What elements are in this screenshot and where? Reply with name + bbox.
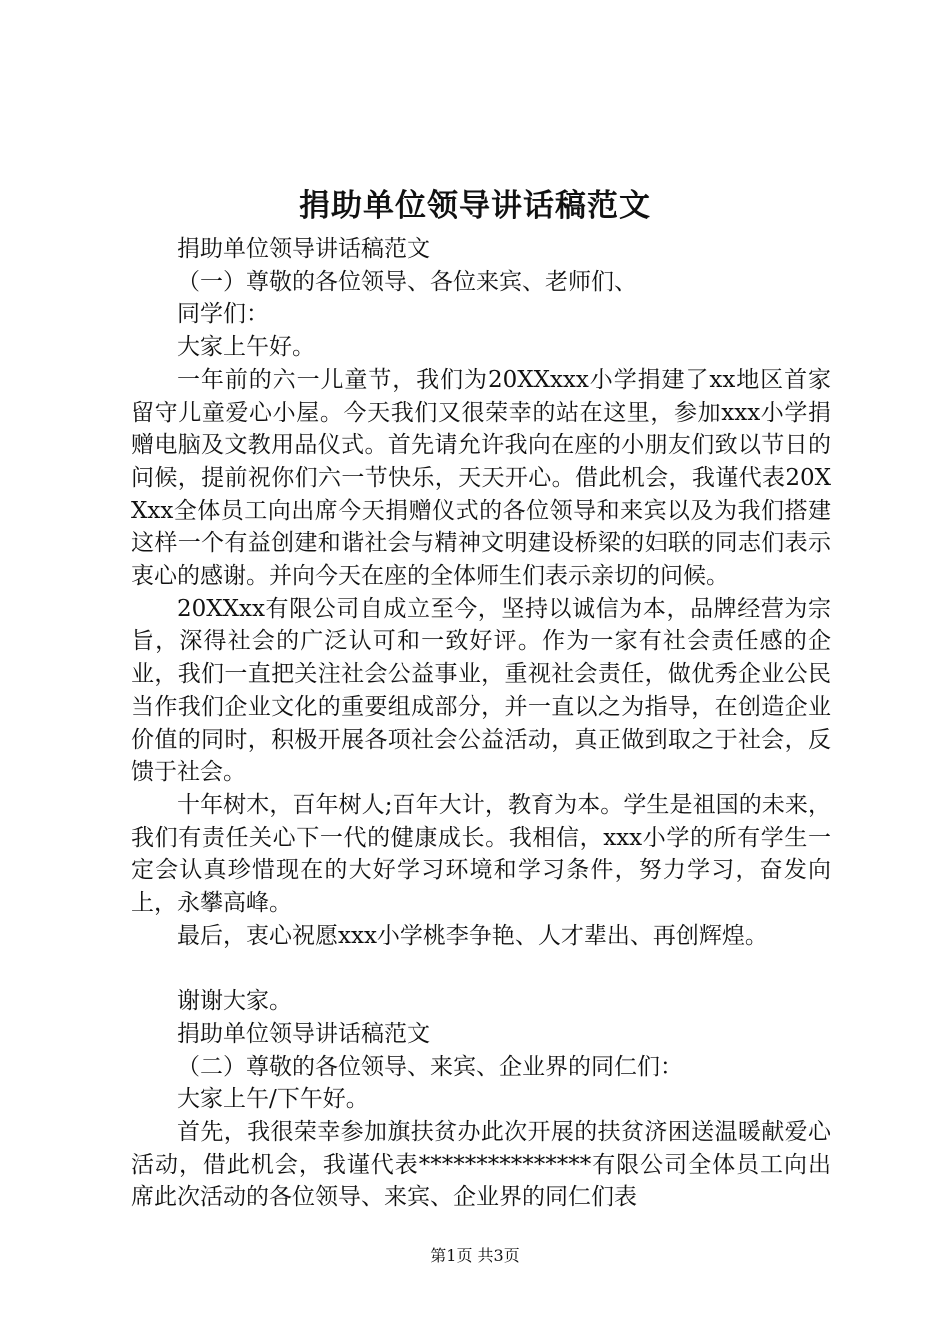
paragraph: 20XXxx有限公司自成立至今，坚持以诚信为本，品牌经营为宗旨，深得社会的广泛认可和一致好评。作为一家有社会责任感的企业，我们一直把关注社会公益事业，重视社会责任，做优秀企业公民当作我们企业文化的重要组成部分，并一直以之为指导，在创造企业价值的同时，积极开展各项社会公益活动，真正做到取之于社会，反馈于社会。 bbox=[131, 595, 831, 786]
paragraph: 一年前的六一儿童节，我们为20XXxxx小学捐建了xx地区首家留守儿童爱心小屋。今天我们又很荣幸的站在这里，参加xxx小学捐赠电脑及文教用品仪式。首先请允许我向在座的小朋友们致以节日的问候，提前祝你们六一节快乐，天天开心。借此机会，我谨代表20XXxx全体员工向出席今天捐赠仪式的各位领导和来宾以及为我们搭建这样一个有益创建和谐社会与精神文明建设桥梁的妇联的同志们表示衷心的感谢。并向今天在座的全体师生们表示亲切的问候。 bbox=[131, 366, 831, 590]
blank-line bbox=[131, 952, 831, 985]
paragraph: 大家上午好。 bbox=[177, 334, 315, 361]
paragraph: 捐助单位领导讲话稿范文 bbox=[177, 236, 430, 262]
paragraph: （二）尊敬的各位领导、来宾、企业界的同仁们： bbox=[177, 1053, 683, 1080]
paragraph: 大家上午/下午好。 bbox=[177, 1086, 369, 1113]
paragraph: 谢谢大家。 bbox=[177, 988, 292, 1015]
paragraph: 同学们： bbox=[177, 301, 269, 328]
document-body bbox=[131, 233, 831, 1214]
paragraph: 最后，衷心祝愿xxx小学桃李争艳、人才辈出、再创辉煌。 bbox=[177, 922, 768, 949]
paragraph: 捐助单位领导讲话稿范文 bbox=[177, 1020, 430, 1047]
document-title: 捐助单位领导讲话稿范文 bbox=[299, 188, 651, 224]
page-indicator: 第1页 共3页 bbox=[430, 1246, 520, 1265]
paragraph: 首先，我很荣幸参加旗扶贫办此次开展的扶贫济困送温暖献爱心活动，借此机会，我谨代表***************有限公司全体员工向出席此次活动的各位领导、来宾、企业界的同仁们表 bbox=[131, 1118, 831, 1211]
paragraph: （一）尊敬的各位领导、各位来宾、老师们、 bbox=[177, 268, 637, 295]
paragraph: 十年树木，百年树人;百年大计，教育为本。学生是祖国的未来，我们有责任关心下一代的健康成长。我相信，xxx小学的所有学生一定会认真珍惜现在的大好学习环境和学习条件，努力学习，奋发向上，永攀高峰。 bbox=[131, 791, 831, 917]
